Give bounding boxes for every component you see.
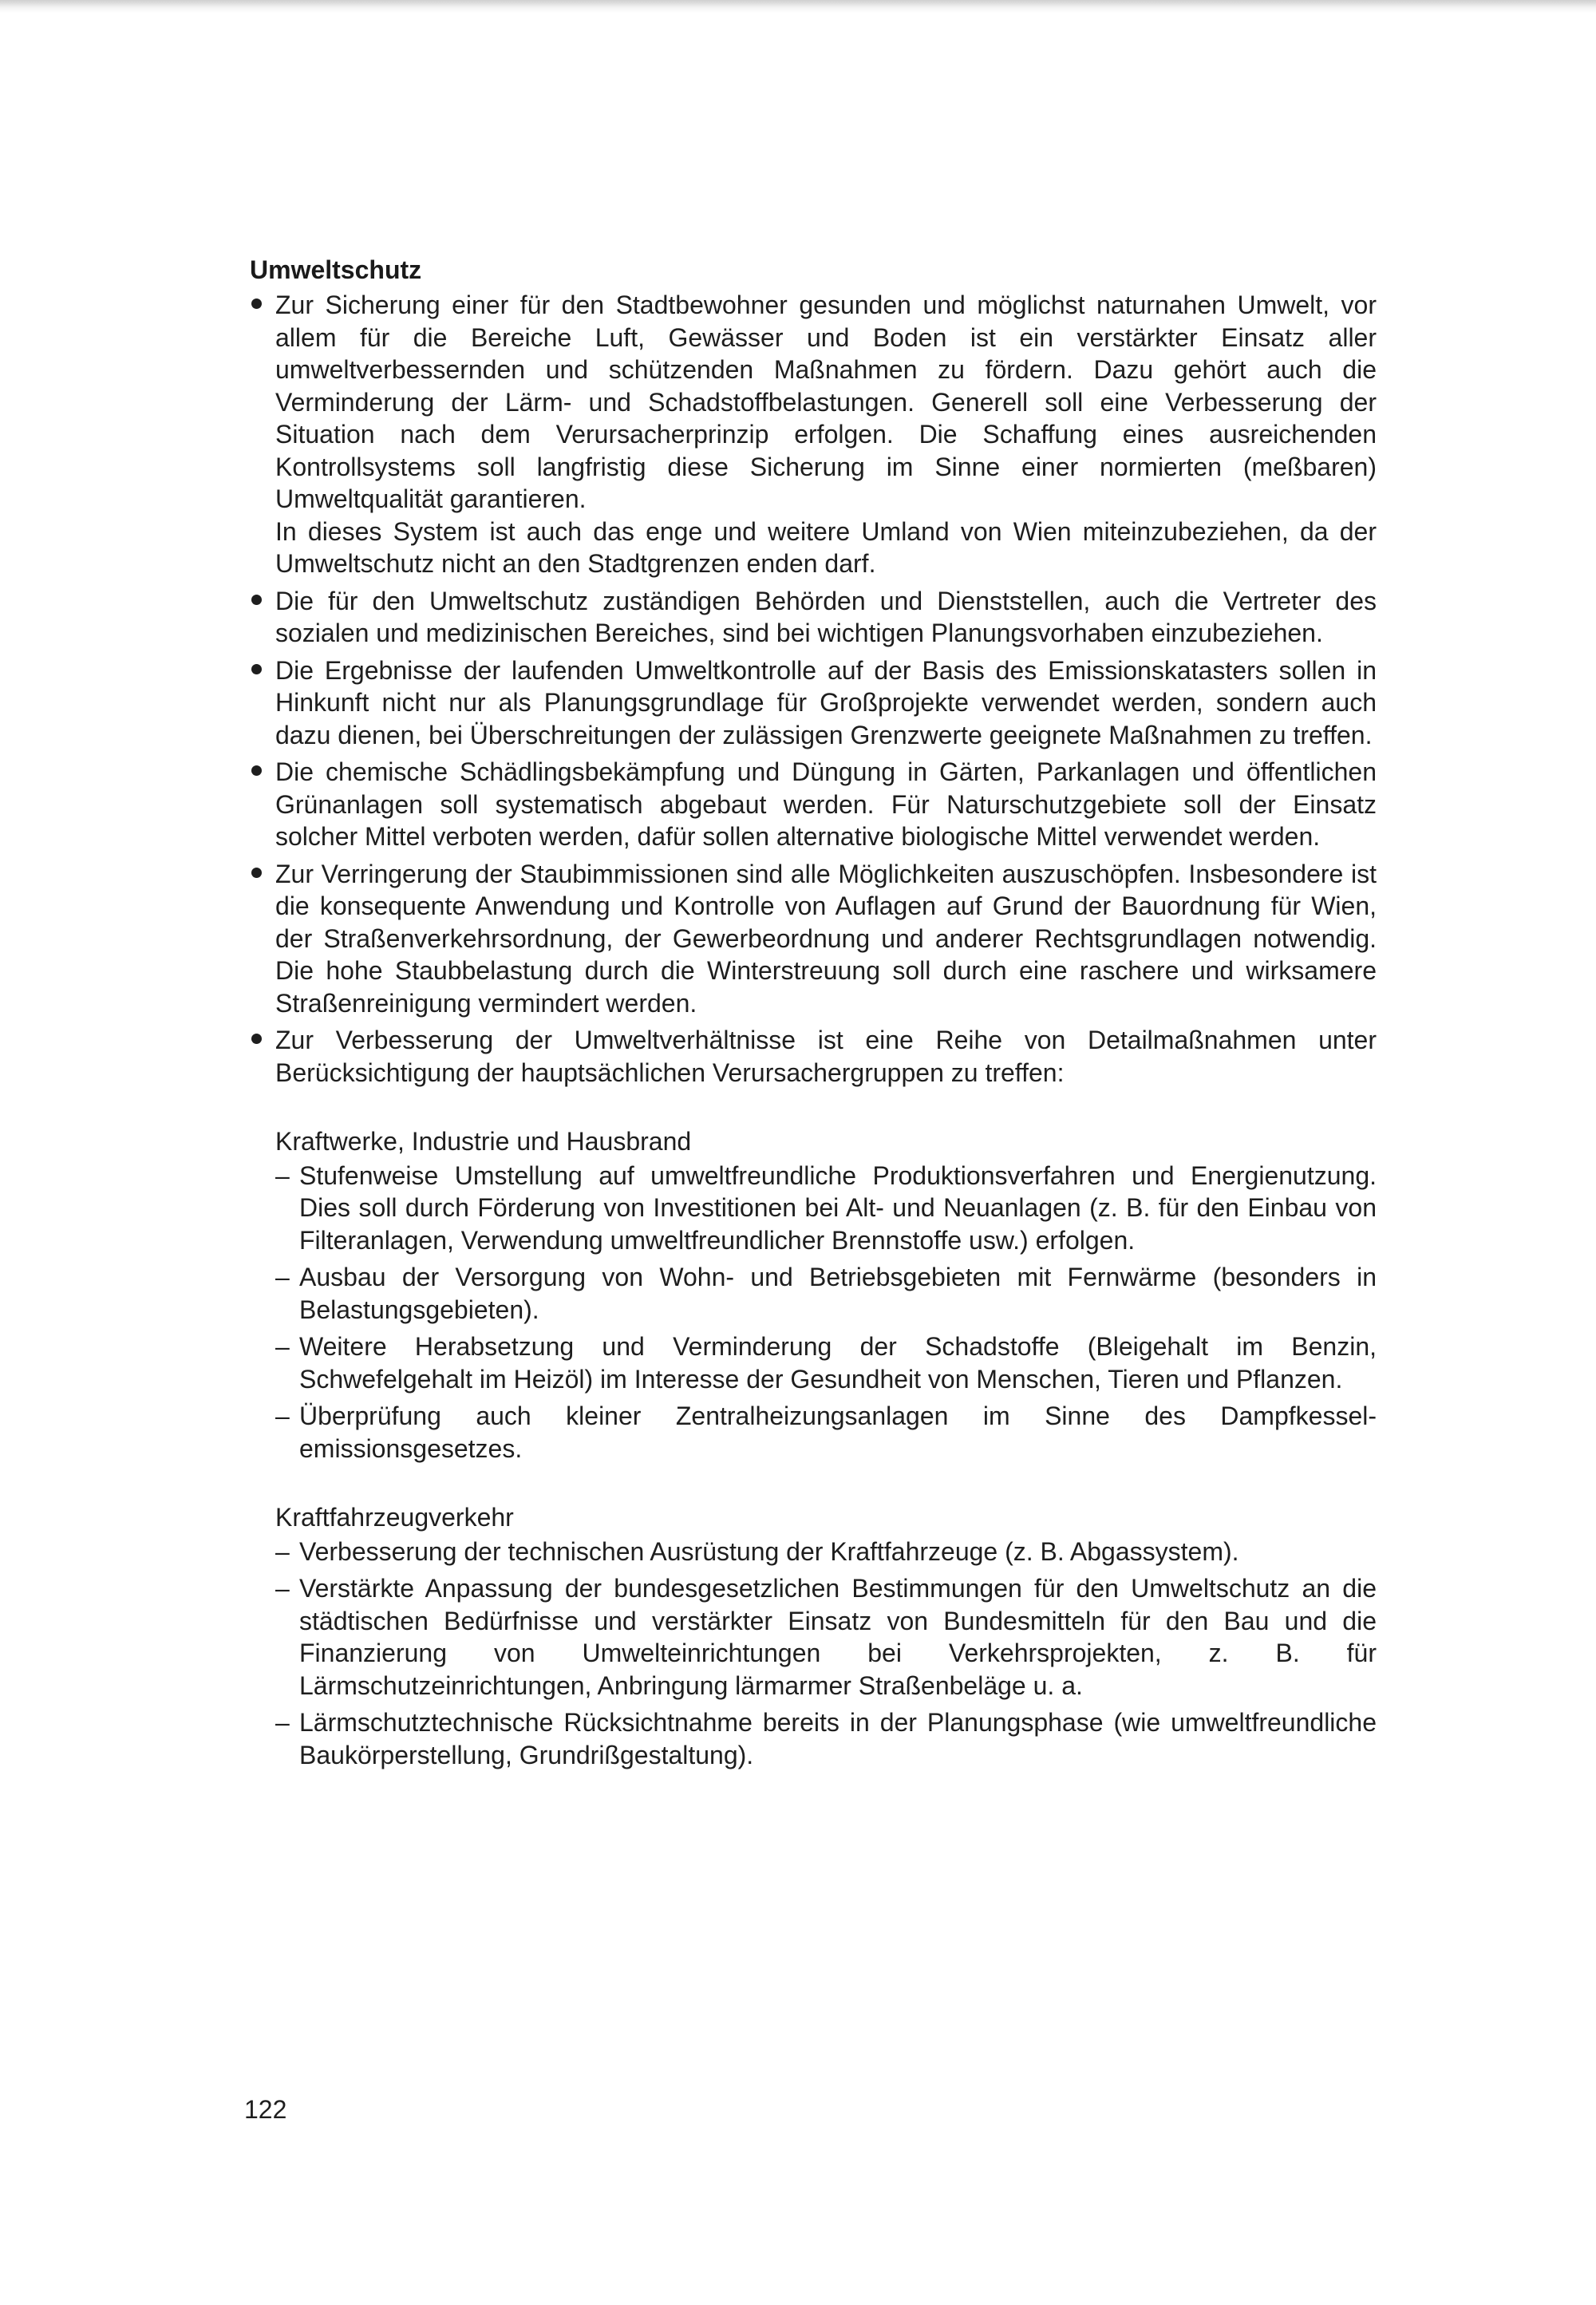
dash-item: [275, 1706, 1377, 1771]
bullet-item: [250, 585, 1377, 650]
dash-list: [275, 1536, 1377, 1772]
dash-icon: –: [275, 1332, 290, 1361]
dash-text: Ausbau der Versorgung von Wohn- und Betriebsgebieten mit Fernwärme (besonders in Belastungsgebieten).: [299, 1263, 1377, 1324]
dash-item: [275, 1572, 1377, 1702]
bullet-paragraph: Die Ergebnisse der laufenden Umweltkontrolle auf der Basis des Emissionskatasters sollen in Hinkunft nicht nur als Planungsgrundlage für Großprojekte verwendet werden, sondern auch dazu dienen, bei Überschreitungen der zulässigen Grenzwerte geeignete Maßnahmen zu treffen.: [275, 655, 1377, 749]
dash-text: Verstärkte Anpassung der bundesgesetzlichen Bestimmungen für den Umweltschutz an die städtischen Bedürfnisse und verstärkter Einsatz von Bundesmitteln für den Bau und die Finanzierung von Umwelteinrichtungen bei Verkehrsprojekten, z. B. für Lärmschutzeinrichtungen, Anbringung lärmarmer Straßenbeläge u. a.: [299, 1574, 1377, 1700]
subsection-title: Kraftfahrzeugverkehr: [275, 1503, 514, 1532]
bullet-icon: [251, 765, 262, 776]
dash-text: Überprüfung auch kleiner Zentralheizungsanlagen im Sinne des Dampfkesselemissionsgesetzes.: [299, 1402, 1377, 1463]
bullet-paragraph: Zur Verringerung der Staubimmissionen sind alle Möglichkeiten auszuschöpfen. Insbesondere ist die konsequente Anwendung und Kontrolle von Auflagen auf Grund der Bauordnung für Wien, der Straßenverkehrsordnung, der Gewerbeordnung und anderer Rechtsgrundlagen notwendig. Die hohe Staubbelastung durch die Winterstreuung soll durch eine raschere und wirksamere Straßenreinigung vermindert werden.: [275, 859, 1377, 1018]
bullet-icon: [251, 664, 262, 674]
bullet-item: [250, 858, 1377, 1020]
bullet-paragraph: Zur Verbesserung der Umweltverhältnisse ist eine Reihe von Detailmaßnahmen unter Berücksichtigung der hauptsächlichen Verursachergruppen zu treffen:: [275, 1026, 1377, 1087]
dash-icon: –: [275, 1402, 290, 1430]
subsection-power-plants: [275, 1125, 1377, 1465]
dash-list: [275, 1160, 1377, 1465]
dash-item: [275, 1400, 1377, 1465]
bullet-icon: [251, 868, 262, 878]
page-number: 122: [244, 2095, 287, 2124]
subsection-motor-traffic: [275, 1501, 1377, 1771]
dash-text: Weitere Herabsetzung und Verminderung der Schadstoffe (Bleigehalt im Benzin, Schwefelgehalt im Heizöl) im Interesse der Gesundheit von Menschen, Tieren und Pflanzen.: [299, 1332, 1377, 1394]
dash-icon: –: [275, 1708, 290, 1737]
dash-text: Stufenweise Umstellung auf umweltfreundliche Produktionsverfahren und Energienutzung. Dies soll durch Förderung von Investitionen bei Alt- und Neuanlagen (z. B. für den Einbau von Filteranlagen, Verwendung umweltfreundlicher Brennstoffe usw.) erfolgen.: [299, 1160, 1377, 1255]
dash-text: Lärmschutztechnische Rücksichtnahme bereits in der Planungsphase (wie umweltfreundliche Baukörperstellung, Grundrißgestaltung).: [299, 1708, 1377, 1769]
dash-item: [275, 1536, 1377, 1568]
bullet-item: [250, 654, 1377, 752]
scan-edge: [0, 0, 1596, 13]
dash-icon: –: [275, 1160, 290, 1190]
bullet-paragraph: Zur Sicherung einer für den Stadtbewohner gesunden und möglichst naturnahen Umwelt, vor allem für die Bereiche Luft, Gewässer und Boden ist ein verstärkter Einsatz aller umweltverbessernden und schützenden Maßnahmen zu fördern. Dazu gehört auch die Verminderung der Lärm- und Schadstoffbelastungen. Generell soll eine Verbesserung der Situation nach dem Verursacherprinzip erfolgen. Die Schaffung eines ausreichenden Kontrollsystems soll langfristig diese Sicherung im Sinne einer normierten (meßbaren) Umweltqualität garantieren.: [275, 291, 1377, 513]
page-content: [250, 254, 1377, 1776]
dash-icon: –: [275, 1536, 290, 1566]
dash-icon: –: [275, 1574, 290, 1603]
dash-item: [275, 1330, 1377, 1395]
bullet-icon: [251, 595, 262, 605]
section-heading: Umweltschutz: [250, 255, 422, 284]
bullet-item: [250, 1024, 1377, 1089]
bullet-paragraph: Die chemische Schädlingsbekämpfung und Düngung in Gärten, Parkanlagen und öffentlichen Grünanlagen soll systematisch abgebaut werden. Für Naturschutzgebiete soll der Einsatz solcher Mittel verboten werden, dafür sollen alternative biologische Mittel verwendet werden.: [275, 757, 1377, 851]
bullet-item: [250, 289, 1377, 580]
dash-icon: –: [275, 1263, 290, 1291]
dash-item: [275, 1261, 1377, 1326]
bullet-icon: [251, 1034, 262, 1044]
dash-text: Verbesserung der technischen Ausrüstung der Kraftfahrzeuge (z. B. Abgassystem).: [299, 1536, 1239, 1566]
bullet-item: [250, 756, 1377, 853]
subsection-title: Kraftwerke, Industrie und Hausbrand: [275, 1127, 692, 1156]
dash-item: [275, 1160, 1377, 1257]
bullet-icon: [251, 299, 262, 309]
bullet-list: [250, 289, 1377, 1089]
bullet-paragraph: In dieses System ist auch das enge und weitere Umland von Wien miteinzubeziehen, da der Umweltschutz nicht an den Stadtgrenzen enden darf.: [275, 516, 1377, 578]
bullet-paragraph: Die für den Umweltschutz zuständigen Behörden und Dienststellen, auch die Vertreter des sozialen und medizinischen Bereiches, sind bei wichtigen Planungsvorhaben einzubeziehen.: [275, 586, 1377, 647]
